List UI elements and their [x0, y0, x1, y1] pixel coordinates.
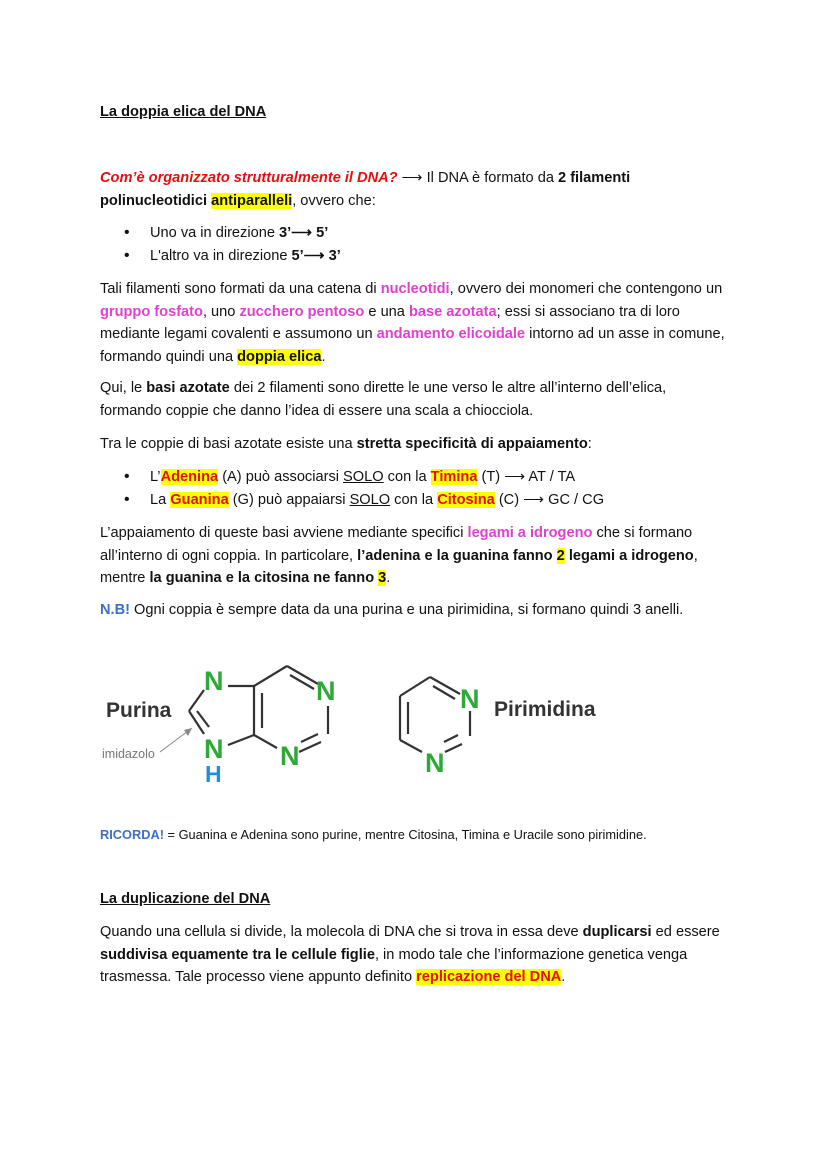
p1-f: intorno ad un asse in comune, formando quindi una: [100, 326, 725, 365]
p2-b: dei 2 filamenti sono dirette le une verso le altre all’interno dell’elica, formando coppie che danno l’idea di essere una scala a chiocciola.: [100, 380, 667, 419]
p2-bold: basi azotate: [146, 380, 230, 396]
pair1-a: L’: [150, 469, 161, 485]
intro-text: Il DNA è formato da: [422, 170, 559, 186]
highlight-doppia-elica: doppia elica: [237, 348, 322, 365]
highlight-three: 3: [378, 570, 387, 586]
highlight-replicazione: replicazione del DNA: [416, 969, 562, 985]
p1-d: e una: [364, 303, 409, 320]
pink-nucleotidi: nucleotidi: [380, 281, 450, 297]
p4-e: , mentre: [100, 547, 698, 586]
s2-d: suddivisa equamente tra le cellule figlie: [100, 946, 375, 963]
pink-andamento: andamento elicoidale: [376, 326, 526, 342]
atom-n4: N: [280, 741, 300, 771]
pink-legami: legami a idrogeno: [467, 525, 593, 541]
p4-f: la guanina e la citosina ne fanno: [149, 570, 379, 586]
p4-c: l’adenina e la guanina fanno: [357, 547, 557, 564]
p1-e: ; essi si associano tra di loro mediante legami covalenti e assumono un: [100, 303, 680, 342]
pair2-a: La: [150, 491, 171, 508]
s2-a: Quando una cellula si divide, la molecola di DNA che si trova in essa deve: [100, 924, 583, 940]
list-item: [100, 222, 728, 245]
list-item: [100, 466, 728, 489]
s2-e: , in modo tale che l’informazione genetica venga trasmessa. Tale processo viene appunto definito: [100, 946, 688, 985]
highlight-guanina: Guanina: [170, 491, 229, 508]
p4-d: legami a idrogeno: [564, 547, 694, 564]
pink-fosfato: gruppo fosfato: [100, 303, 203, 320]
section-title-doppia-elica: La doppia elica del DNA: [100, 104, 267, 120]
highlight-citosina: Citosina: [437, 491, 495, 508]
pink-zucchero: zucchero pentoso: [239, 303, 365, 320]
p3-bold: stretta specificità di appaiamento: [356, 436, 588, 452]
imidazolo-arrowhead: [184, 728, 192, 736]
highlight-antiparalleli: antiparalleli: [211, 192, 293, 209]
ricorda-label: RICORDA!: [100, 827, 164, 842]
dir2-text: L'altro va in direzione: [150, 247, 292, 264]
paragraph-filamenti: [100, 278, 728, 368]
pairing-list: [100, 466, 728, 511]
atom-n6: N: [425, 748, 445, 778]
direction-list: [100, 222, 728, 267]
p1-c: , uno: [202, 303, 240, 320]
atom-n2: N: [316, 676, 336, 706]
p1-a: Tali filamenti sono formati da una catena di: [100, 281, 381, 297]
pair2-d: (C) ⟶ GC / CG: [494, 491, 605, 508]
question-paragraph: [100, 167, 728, 212]
purine-pyrimidine-diagram: [0, 640, 828, 800]
highlight-timina: Timina: [430, 469, 478, 485]
imidazolo-label: imidazolo: [102, 747, 155, 761]
atom-n5: N: [460, 684, 480, 714]
s2-b: duplicarsi: [582, 924, 652, 940]
paragraph-specificita: [100, 433, 728, 456]
ricorda-text: = Guanina e Adenina sono purine, mentre Citosina, Timina e Uracile sono pirimidine.: [163, 827, 647, 842]
list-item: [100, 245, 728, 268]
arrow: ⟶: [401, 170, 423, 186]
p4-a: L’appaiamento di queste basi avviene mediante specifici: [100, 525, 468, 541]
section-title-duplicazione: La duplicazione del DNA: [100, 891, 271, 907]
pair1-solo: SOLO: [343, 469, 384, 485]
dir1-text: Uno va in direzione: [150, 225, 279, 241]
p2-a: Qui, le: [100, 380, 147, 396]
p1-b: , ovvero dei monomeri che contengono un: [449, 281, 723, 297]
dir1-bold: 3’⟶ 5’: [279, 225, 329, 241]
highlight-two: 2: [556, 547, 565, 564]
intro-end: , ovvero che:: [292, 192, 376, 209]
atom-n1: N: [204, 666, 224, 696]
pair1-c: con la: [383, 469, 431, 485]
intro-bold: 2 filamenti polinucleotidici: [100, 170, 631, 209]
pair2-c: con la: [390, 491, 438, 508]
paragraph-duplicazione: [100, 921, 728, 989]
pirimidina-label: Pirimidina: [494, 698, 596, 721]
nb-label: N.B!: [100, 602, 130, 618]
p1-g: .: [321, 348, 326, 365]
paragraph-legami: [100, 522, 728, 590]
ricorda-paragraph: [100, 824, 728, 847]
highlight-adenina: Adenina: [160, 469, 219, 485]
pair2-solo: SOLO: [349, 491, 391, 508]
p3-a: Tra le coppie di basi azotate esiste una: [100, 436, 357, 452]
purina-label: Purina: [106, 699, 172, 722]
atom-h: H: [205, 761, 222, 787]
pink-base: base azotata: [408, 303, 497, 320]
list-item: [100, 489, 728, 512]
nb-text: Ogni coppia è sempre data da una purina e una pirimidina, si formano quindi 3 anelli.: [130, 602, 684, 618]
p4-b: che si formano all’interno di ogni coppia. In particolare,: [100, 525, 693, 564]
dir2-bold: 5’⟶ 3’: [291, 247, 341, 264]
pair1-b: (A) può associarsi: [218, 469, 344, 485]
question-text: Com’è organizzato strutturalmente il DNA?: [100, 170, 398, 186]
p3-c: :: [587, 436, 592, 452]
s2-g: .: [561, 969, 566, 985]
p4-g: .: [386, 570, 391, 586]
pair2-b: (G) può appaiarsi: [228, 491, 350, 508]
purine-atoms: [204, 666, 336, 771]
nb-paragraph: [100, 599, 728, 622]
pair1-d: (T) ⟶ AT / TA: [477, 469, 576, 485]
paragraph-basi: [100, 377, 728, 422]
s2-c: ed essere: [651, 924, 720, 940]
atom-n3: N: [204, 734, 224, 764]
